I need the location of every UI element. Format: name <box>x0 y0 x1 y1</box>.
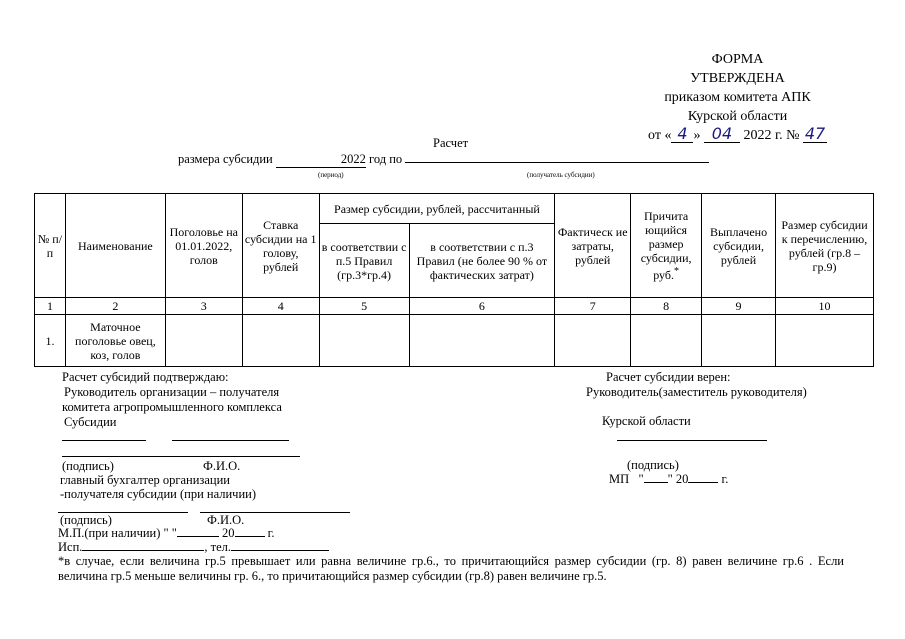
executor-line <box>58 540 329 555</box>
recipient-line <box>405 162 709 163</box>
col-number: 3 <box>165 298 242 315</box>
right-mp-line <box>609 472 728 487</box>
col-number: 10 <box>776 298 874 315</box>
approval-date <box>648 126 827 145</box>
header-due-subsidy-mark: * <box>674 266 680 277</box>
header-name: Наименование <box>65 194 165 298</box>
mp-year-blank <box>235 536 265 537</box>
right-mp-suffix: г. <box>721 472 729 486</box>
right-mp-year: " 20 <box>667 472 689 486</box>
header-group: Размер субсидии, рублей, рассчитанный <box>319 194 555 224</box>
left-head: Руководитель организации – получателя <box>64 385 280 399</box>
right-region: Курской области <box>602 414 691 428</box>
mp-month-blank <box>177 536 219 537</box>
col-number: 1 <box>35 298 66 315</box>
header-stock: Поголовье на 01.01.2022, голов <box>165 194 242 298</box>
header-to-transfer: Размер субсидии к перечислению, рублей (гр.8 – гр.9) <box>776 194 874 298</box>
signature-line <box>62 440 146 441</box>
executor-label: Исп. <box>58 540 83 554</box>
row1-stock-cell <box>165 315 242 367</box>
header-rate: Ставка субсидии на 1 голову, рублей <box>242 194 319 298</box>
approval-month: 04 <box>704 126 740 143</box>
table-row <box>35 315 874 367</box>
subtitle-year: 2022 <box>276 151 366 168</box>
col-number: 5 <box>319 298 409 315</box>
right-year-blank <box>688 482 718 483</box>
mp-left: М.П.(при наличии) " " <box>58 526 177 540</box>
subtitle <box>178 151 709 168</box>
row1-col10-cell <box>776 315 874 367</box>
approval-line4: Курской области <box>687 109 788 124</box>
date-mid: » <box>693 128 701 143</box>
subtitle-year-suffix: год по <box>369 152 403 166</box>
signature-line <box>617 440 767 441</box>
mp-suffix: г. <box>267 526 275 540</box>
col-number: 7 <box>555 298 631 315</box>
row1-num: 1. <box>35 315 66 367</box>
header-actual-costs: Фактическ ие затраты, рублей <box>555 194 631 298</box>
fio-caption-2: Ф.И.О. <box>207 513 245 527</box>
left-subsidy: Субсидии <box>64 415 117 429</box>
date-prefix: от « <box>648 128 672 143</box>
header-due-subsidy-text: Причита ющийся размер субсидии, руб. <box>640 209 692 282</box>
header-paid: Выплачено субсидии, рублей <box>702 194 776 298</box>
page-title: Расчет <box>433 136 469 150</box>
approval-line1: ФОРМА <box>711 52 764 67</box>
right-month-blank <box>644 482 668 483</box>
row1-col6-cell <box>409 315 555 367</box>
row1-name: Маточное поголовье овец, коз, голов <box>65 315 165 367</box>
sign-caption-1: (подпись) <box>62 459 114 473</box>
col-number: 2 <box>65 298 165 315</box>
tel-label: , тел. <box>204 540 232 554</box>
right-mp: МП <box>609 472 630 486</box>
row1-col9-cell <box>702 315 776 367</box>
header-due-subsidy <box>631 194 702 298</box>
left-confirm: Расчет субсидий подтверждаю: <box>62 370 229 384</box>
period-caption: (период) <box>318 171 344 179</box>
chief-accountant: главный бухгалтер организации <box>60 473 230 487</box>
row1-col7-cell <box>555 315 631 367</box>
fio-line <box>172 440 289 441</box>
approval-stamp <box>648 50 827 145</box>
fio-caption-1: Ф.И.О. <box>203 459 241 473</box>
mp-year: 20 <box>222 526 235 540</box>
row1-rate-cell <box>242 315 319 367</box>
row1-col5-cell <box>319 315 409 367</box>
subtitle-prefix: размера субсидии <box>178 152 273 166</box>
sign-caption-2: (подпись) <box>60 513 112 527</box>
right-mp-quote: " <box>638 472 644 486</box>
header-col6: в соответствии с п.3 Правил (не более 90 % от фактических затрат) <box>409 224 555 298</box>
subsidy-table <box>34 193 874 367</box>
executor-blank <box>82 550 204 551</box>
mp-line <box>58 526 274 541</box>
col-number: 9 <box>702 298 776 315</box>
approval-year: 2022 г. № <box>743 128 800 143</box>
right-head: Руководитель(заместитель руководителя) <box>586 385 807 399</box>
recipient-line-text: -получателя субсидии (при наличии) <box>60 487 257 501</box>
right-confirm: Расчет субсидии верен: <box>606 370 731 384</box>
approval-line2: УТВЕРЖДЕНА <box>690 71 785 86</box>
approval-day: 4 <box>671 126 693 143</box>
approval-number: 47 <box>804 124 826 143</box>
right-sign-caption: (подпись) <box>627 458 679 472</box>
left-committee: комитета агропромышленного комплекса <box>62 400 282 414</box>
tel-blank <box>231 550 329 551</box>
footnote: *в случае, если величина гр.5 превышает или равна величине гр.6., то причитающийся размер субсидии (гр. 8) равен величине гр.6 . Если величина гр.5 меньше величины гр. 6., то причитающийся размер субсидии (гр.8) равен величине гр.5. <box>58 554 844 583</box>
approval-line3: приказом комитета АПК <box>664 90 811 105</box>
col-number: 4 <box>242 298 319 315</box>
header-num: № п/п <box>35 194 66 298</box>
col-number: 6 <box>409 298 555 315</box>
signature-line <box>62 456 300 457</box>
row1-col8-cell <box>631 315 702 367</box>
recipient-caption: (получатель субсидии) <box>527 171 595 179</box>
header-col5: в соответствии с п.5 Правил (гр.3*гр.4) <box>319 224 409 298</box>
col-number: 8 <box>631 298 702 315</box>
column-numbers-row <box>35 298 874 315</box>
